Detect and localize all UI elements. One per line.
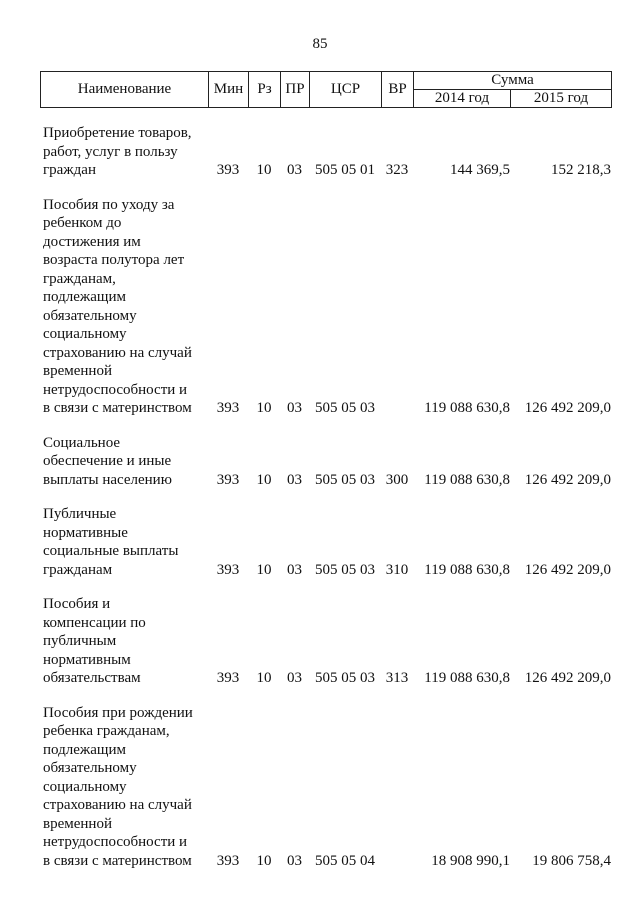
cell-min: 393 [216,561,240,578]
name-line: временной [43,815,112,832]
cell-pr: 03 [287,852,302,869]
name-line: подлежащим [43,289,126,305]
cell-csr: 505 05 03 [315,670,375,686]
cell-csr: 505 05 03 [315,400,375,416]
cell-csr: 505 05 03 [315,471,375,488]
header-csr: ЦСР [310,72,382,108]
name-line: Пособия при рождении [43,704,193,721]
cell-2014: 119 088 630,8 [424,471,510,488]
name-line: возраста полутора лет [43,252,185,268]
name-line: в связи с материнством [43,400,192,416]
cell-min: 393 [216,162,240,178]
cell-name [40,434,208,490]
header-rz: Рз [249,72,281,108]
cell-name [40,505,208,579]
name-line: Социальное [43,434,121,451]
name-line: Приобретение товаров, [43,125,192,141]
name-line: социальному [43,778,127,795]
cell-vr [381,196,413,418]
cell-csr: 505 05 04 [315,852,375,869]
cell-csr: 505 05 01 [315,162,375,178]
cell-min: 393 [216,852,240,869]
name-line: нормативным [43,651,131,668]
cell-min: 393 [216,670,240,686]
cell-vr: 323 [385,162,409,178]
cell-rz: 10 [256,670,272,686]
row-spacer-cell [40,688,611,704]
cell-2014: 144 369,5 [450,162,510,178]
cell-2014: 119 088 630,8 [424,561,510,578]
page-number: 85 [312,36,328,52]
cell-rz: 10 [256,400,272,416]
name-line: публичным [43,633,117,649]
row-spacer [40,489,611,505]
name-line: нетрудоспособности и [43,381,188,398]
cell-min: 393 [216,400,240,416]
table-row [40,704,611,871]
cell-vr [381,704,413,871]
cell-vr: 300 [385,471,409,488]
name-line: ребенка гражданам, [43,723,170,739]
table-row [40,505,611,579]
cell-pr: 03 [287,400,302,416]
name-line: страхованию на случай [43,344,192,361]
name-line: подлежащим [43,741,126,758]
name-line: выплаты населению [43,471,172,488]
name-line: временной [43,363,112,379]
name-line: в связи с материнством [43,852,192,869]
cell-2015: 126 492 209,0 [524,561,611,578]
row-spacer-cell [40,418,611,434]
cell-name [40,595,208,688]
cell-rz: 10 [256,471,272,488]
cell-2014: 119 088 630,8 [424,400,510,416]
cell-min: 393 [216,471,240,488]
cell-2015: 19 806 758,4 [532,852,611,869]
name-line: работ, услуг в пользу [43,143,178,160]
row-spacer [40,418,611,434]
name-line: социальному [43,326,127,342]
header-sum: Сумма [414,72,612,90]
name-line: компенсации по [43,614,146,631]
cell-rz: 10 [256,852,272,869]
row-spacer-cell [40,489,611,505]
header-2015: 2015 год [511,90,612,108]
name-line: нетрудоспособности и [43,834,188,850]
cell-vr: 310 [385,561,409,578]
name-line: Публичные [43,506,117,522]
name-line: гражданам, [43,270,116,287]
row-spacer [40,688,611,704]
cell-vr: 313 [385,670,409,686]
header-vr: ВР [382,72,414,108]
table-row [40,124,611,180]
cell-name [40,196,208,418]
budget-table [40,124,611,870]
cell-2014: 119 088 630,8 [424,670,510,686]
row-spacer-cell [40,579,611,595]
name-line: граждан [43,162,96,178]
header-pr: ПР [281,72,310,108]
name-line: обязательному [43,307,137,324]
table-header [40,71,612,108]
header-name: Наименование [41,72,209,108]
cell-pr: 03 [287,670,302,686]
cell-rz: 10 [256,561,272,578]
name-line: Пособия и [43,596,111,612]
cell-2015: 126 492 209,0 [524,670,611,686]
cell-2015: 126 492 209,0 [524,471,611,488]
cell-pr: 03 [287,471,302,488]
name-line: обязательствам [43,670,141,686]
name-line: гражданам [43,561,113,578]
cell-2015: 126 492 209,0 [524,400,611,416]
name-line: ребенком до [43,215,122,231]
cell-2015: 152 218,3 [551,162,611,178]
header-min: Мин [209,72,249,108]
table-row [40,434,611,490]
row-spacer [40,579,611,595]
name-line: нормативные [43,524,128,541]
cell-pr: 03 [287,561,302,578]
row-spacer-cell [40,180,611,196]
cell-name [40,704,208,871]
cell-pr: 03 [287,162,302,178]
cell-rz: 10 [256,162,272,178]
table-row [40,595,611,688]
name-line: обязательному [43,760,137,776]
cell-2014: 18 908 990,1 [431,852,510,869]
cell-csr: 505 05 03 [315,561,375,578]
name-line: страхованию на случай [43,797,192,813]
name-line: социальные выплаты [43,543,179,559]
cell-name [40,124,208,180]
header-2014: 2014 год [414,90,511,108]
name-line: Пособия по уходу за [43,196,175,213]
name-line: достижения им [43,233,141,250]
row-spacer [40,180,611,196]
name-line: обеспечение и иные [43,453,172,469]
table-row [40,196,611,418]
